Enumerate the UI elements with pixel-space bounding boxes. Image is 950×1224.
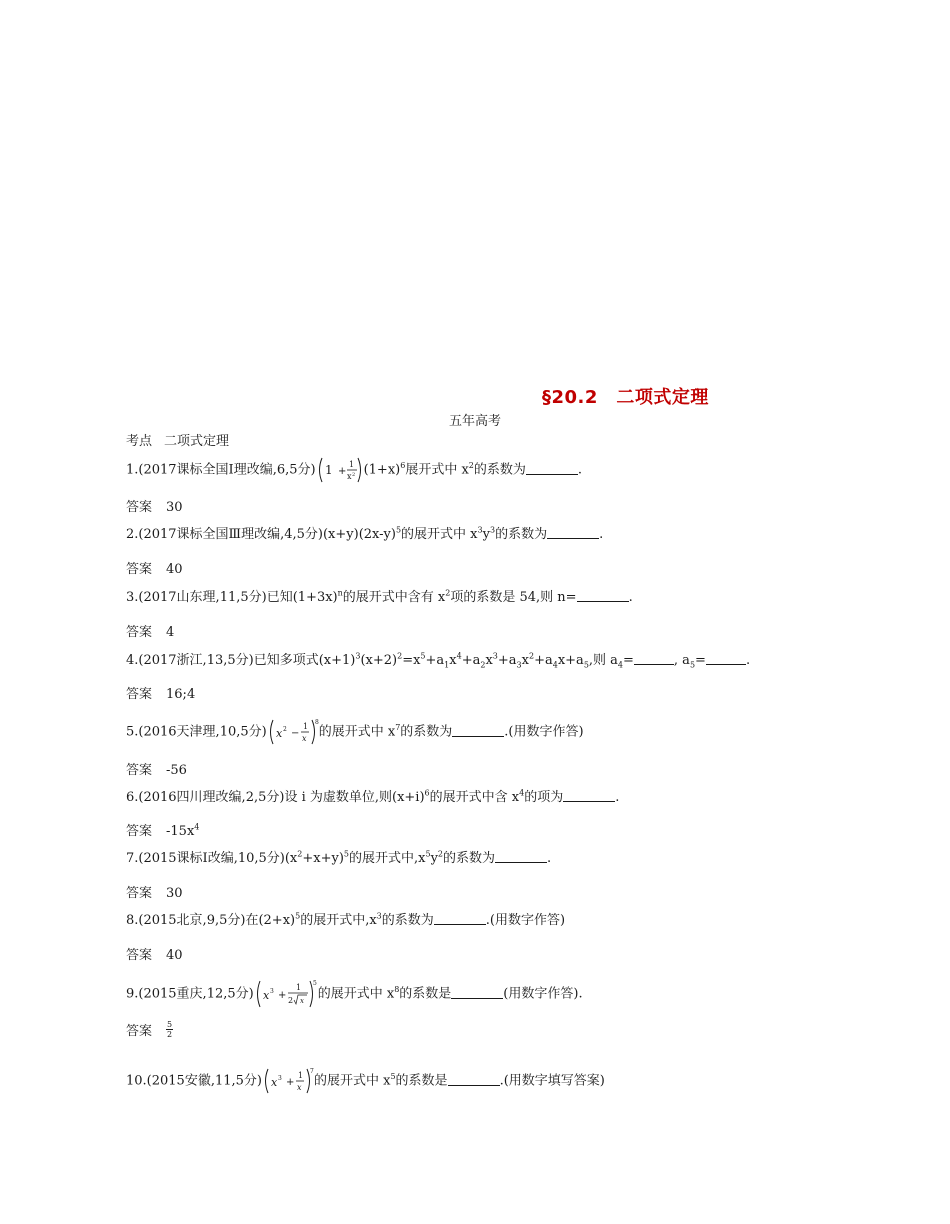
svg-text:x: x: [301, 734, 307, 743]
svg-text:x: x: [270, 1076, 278, 1089]
answer-value: 4: [166, 625, 175, 640]
svg-text:x: x: [296, 1083, 302, 1092]
svg-text:5: 5: [312, 980, 317, 987]
answer-fraction: $\frac{5}{2}$: [167, 1020, 173, 1039]
topic-name: 二项式定理: [164, 434, 230, 449]
svg-text:1: 1: [324, 463, 333, 477]
answer-value: 30: [166, 500, 183, 515]
answer-blank: [577, 589, 629, 602]
answer-label: 答案: [126, 1024, 153, 1039]
math-expression: [262, 1066, 314, 1096]
answer-blank: [547, 526, 599, 539]
question-4: 4.(2017浙江,13,5分)已知多项式$(x+1)^3(x+2)^2=x^5+a_1x^4+a_2x^3+a_3x^2+a_4x+a_5$,则 $a_4=$ , $a_5=$ .: [126, 651, 751, 670]
question-10: 10.(2015安徽,11,5分) x 3 + 1 x 7 的展开式中 $x^5$的系数是 .(用数字填写答案): [126, 1066, 605, 1096]
question-8: 8.(2015北京,9,5分)在$(2+x)^5$的展开式中$,x^3$的系数为 .(用数字作答): [126, 911, 566, 928]
svg-text:x: x: [299, 997, 304, 1005]
svg-text:x: x: [346, 472, 352, 481]
svg-text:2: 2: [351, 472, 355, 478]
svg-text:7: 7: [309, 1068, 314, 1075]
answer-value: 40: [166, 562, 183, 577]
question-1: 1.(2017课标全国Ⅰ理改编,6,5分) 1 + 1 x 2 $(1+x)^6$展开式中 $x^2$的系数为 .: [126, 455, 582, 485]
svg-text:x: x: [275, 727, 282, 740]
answer-1: [126, 496, 183, 515]
svg-text:1: 1: [297, 1071, 304, 1080]
answer-value: 30: [166, 886, 183, 901]
answer-label: 答案: [126, 562, 153, 577]
answer-value: -56: [166, 763, 187, 778]
svg-text:1: 1: [348, 460, 354, 469]
math-expression: [316, 455, 364, 485]
answer-blank: [526, 462, 578, 475]
question-9: 9.(2015重庆,12,5分) x 3 + 1 2 x 5 的展开式中 $x^8$的系数是 (用数字作答).: [126, 978, 583, 1010]
svg-text:3: 3: [269, 988, 274, 995]
svg-text:1: 1: [302, 722, 308, 731]
answer-3: [126, 621, 174, 640]
question-source: 8.(2015北京,9,5分): [126, 913, 246, 928]
answer-label: 答案: [126, 824, 153, 839]
svg-text:+: +: [337, 466, 346, 477]
answer-6: 答案 $-15x^4$: [126, 822, 200, 839]
answer-blank: [563, 789, 615, 802]
answer-value: 16;4: [166, 687, 196, 702]
svg-text:+: +: [277, 990, 287, 1001]
question-source: 10.(2015安徽,11,5分): [126, 1073, 262, 1089]
svg-text:+: +: [285, 1077, 295, 1088]
svg-text:3: 3: [277, 1075, 282, 1082]
answer-4: [126, 683, 195, 702]
question-source: 5.(2016天津理,10,5分): [126, 724, 267, 740]
svg-text:2: 2: [287, 996, 293, 1005]
answer-label: 答案: [126, 763, 153, 778]
answer-blank: [634, 652, 674, 665]
answer-8: [126, 944, 183, 963]
answer-label: 答案: [126, 948, 153, 963]
question-6: 6.(2016四川理改编,2,5分)设 i 为虚数单位,则$(x+i)^6$的展开式中含 $x^4$的项为 .: [126, 788, 620, 805]
question-7: 7.(2015课标Ⅰ改编,10,5分)$(x^2+x+y)^5$的展开式中$,x^5y^2$的系数为 .: [126, 849, 552, 866]
question-source: 2.(2017课标全国Ⅲ理改编,4,5分): [126, 527, 323, 542]
answer-value: 40: [166, 948, 183, 963]
question-source: 3.(2017山东理,11,5分): [126, 590, 267, 605]
question-3: 3.(2017山东理,11,5分)已知$(1+3x)^n$的展开式中含有 $x^2$项的系数是 54,则 n= .: [126, 588, 633, 605]
question-5: 5.(2016天津理,10,5分) x 2 − 1 x 8 的展开式中 $x^7$的系数为 .(用数字作答): [126, 717, 584, 747]
topic-label: 考点: [126, 434, 153, 449]
answer-blank: [706, 652, 746, 665]
answer-blank: [495, 850, 547, 863]
question-source: 6.(2016四川理改编,2,5分): [126, 790, 285, 805]
question-source: 4.(2017浙江,13,5分): [126, 653, 254, 668]
answer-blank: [434, 912, 486, 925]
answer-blank: [451, 986, 503, 999]
question-source: 1.(2017课标全国Ⅰ理改编,6,5分): [126, 462, 316, 478]
answer-value: -15x: [166, 824, 195, 839]
svg-text:1: 1: [295, 983, 301, 992]
answer-2: [126, 558, 183, 577]
answer-5: [126, 759, 187, 778]
math-expression: [254, 978, 318, 1010]
question-source: 7.(2015课标Ⅰ改编,10,5分): [126, 851, 285, 866]
svg-text:2: 2: [282, 726, 287, 733]
answer-label: 答案: [126, 625, 153, 640]
svg-text:−: −: [290, 728, 300, 739]
section-title: §20.2 二项式定理: [542, 387, 709, 408]
question-2: 2.(2017课标全国Ⅲ理改编,4,5分)$(x+y)(2x-y)^5$的展开式中 $x^3y^3$的系数为 .: [126, 525, 604, 542]
answer-label: 答案: [126, 886, 153, 901]
topic-heading: [126, 430, 229, 449]
answer-blank: [452, 724, 504, 737]
svg-text:8: 8: [314, 719, 319, 726]
answer-label: 答案: [126, 687, 153, 702]
page-subtitle: 五年高考: [448, 414, 501, 429]
question-source: 9.(2015重庆,12,5分): [126, 986, 254, 1002]
answer-blank: [448, 1073, 500, 1086]
answer-7: [126, 882, 183, 901]
svg-text:x: x: [262, 989, 269, 1002]
answer-9: [126, 1020, 173, 1039]
answer-label: 答案: [126, 500, 153, 515]
math-expression: [267, 717, 319, 747]
